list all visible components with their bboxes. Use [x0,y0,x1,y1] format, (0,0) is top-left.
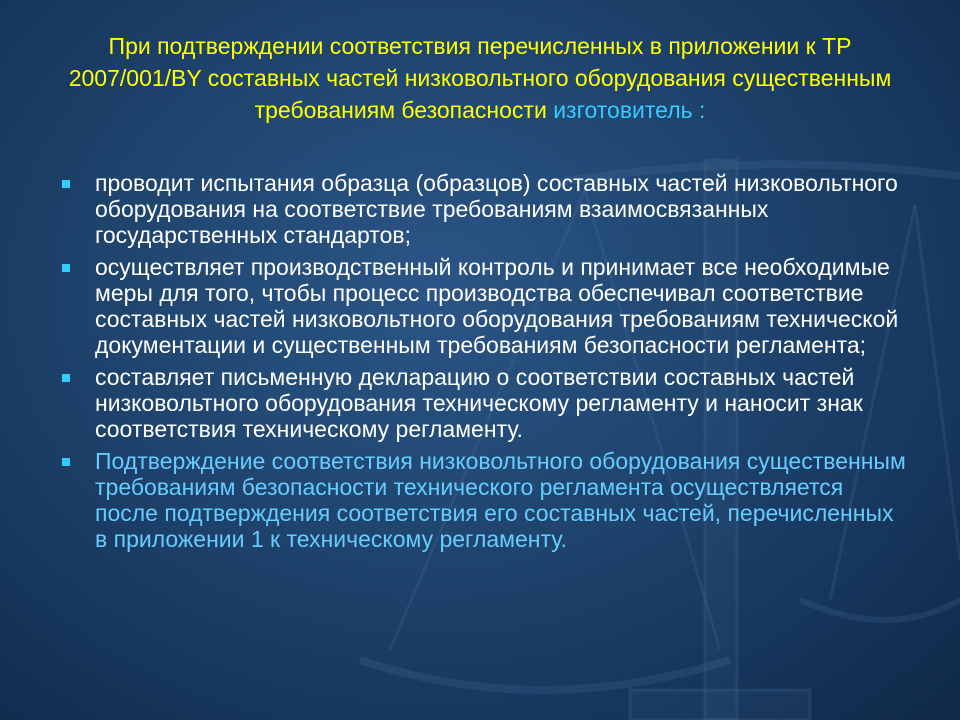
bullet-list [58,170,908,558]
bullet-item-conformity-note [58,448,908,552]
title-main-text: При подтверждении соответствия перечисленных в приложении к ТР 2007/001/BY составных частей низковольтного оборудования существенным требованиям безопасности [68,33,892,123]
bullet-item-declaration [58,364,908,442]
square-bullet-icon [62,458,70,466]
title-accent-text: изготовитель : [553,97,706,123]
bullet-text: проводит испытания образца (образцов) составных частей низковольтного оборудования на соответствие требованиям взаимосвязанных государственных стандартов; [95,170,898,248]
square-bullet-icon [62,180,70,188]
bullet-text: Подтверждение соответствия низковольтного оборудования существенным требованиям безопасности технического регламента осуществляется после подтверждения соответствия его составных частей, перечисленных в приложении 1 к техническому регламенту. [95,448,906,552]
square-bullet-icon [62,374,70,382]
bullet-item-production-control [58,254,908,358]
bullet-text: осуществляет производственный контроль и принимает все необходимые меры для того, чтобы процесс производства обеспечивал соответствие составных частей низковольтного оборудования требованиям технической документации и существенным требованиям безопасности регламента; [95,254,899,358]
slide-title [40,30,920,126]
bullet-text: составляет письменную декларацию о соответствии составных частей низковольтного оборудования техническому регламенту и наносит знак соответствия техническому регламенту. [95,364,863,442]
bullet-item-tests [58,170,908,248]
square-bullet-icon [62,264,70,272]
